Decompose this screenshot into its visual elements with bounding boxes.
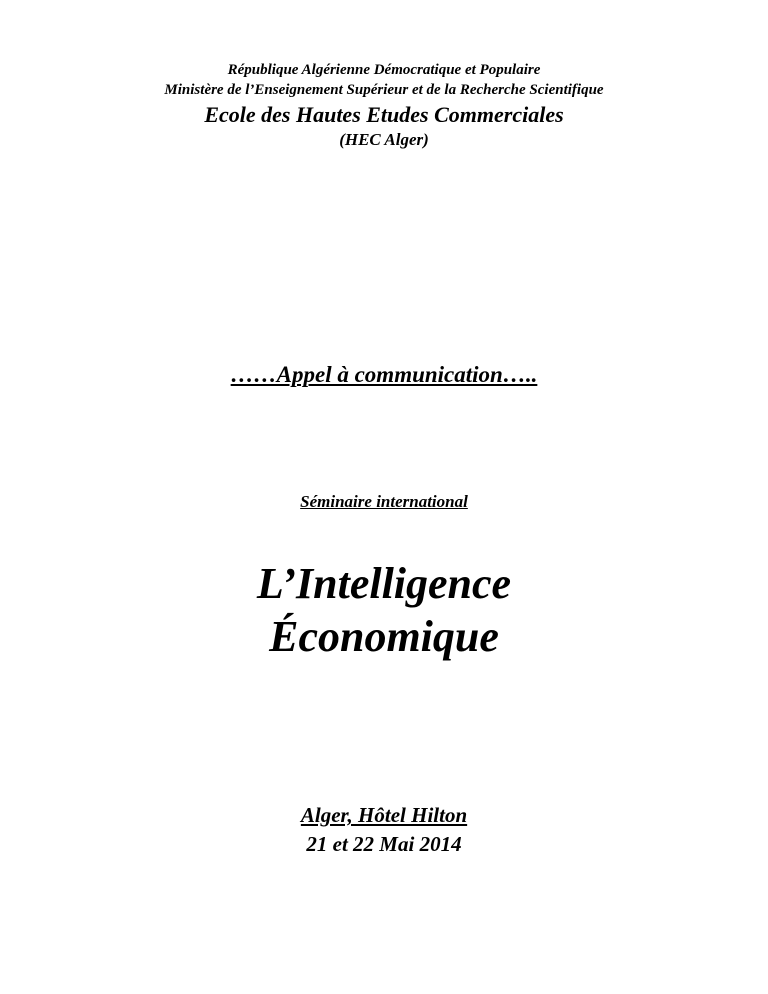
ministere-heading: Ministère de l’Enseignement Supérieur et de la Recherche Scientifique xyxy=(164,82,604,98)
ecole-heading: Ecole des Hautes Etudes Commerciales xyxy=(204,102,564,127)
seminaire-label: Séminaire international xyxy=(300,492,468,511)
event-date: 21 et 22 Mai 2014 xyxy=(306,832,462,856)
ecole-abbreviation: (HEC Alger) xyxy=(339,130,429,149)
event-location: Alger, Hôtel Hilton xyxy=(300,803,468,827)
title-line-2: Économique xyxy=(269,612,499,661)
republique-heading: République Algérienne Démocratique et Populaire xyxy=(227,62,541,78)
title-line-1: L’Intelligence xyxy=(256,559,512,608)
appel-communication: ……Appel à communication….. xyxy=(230,362,538,387)
